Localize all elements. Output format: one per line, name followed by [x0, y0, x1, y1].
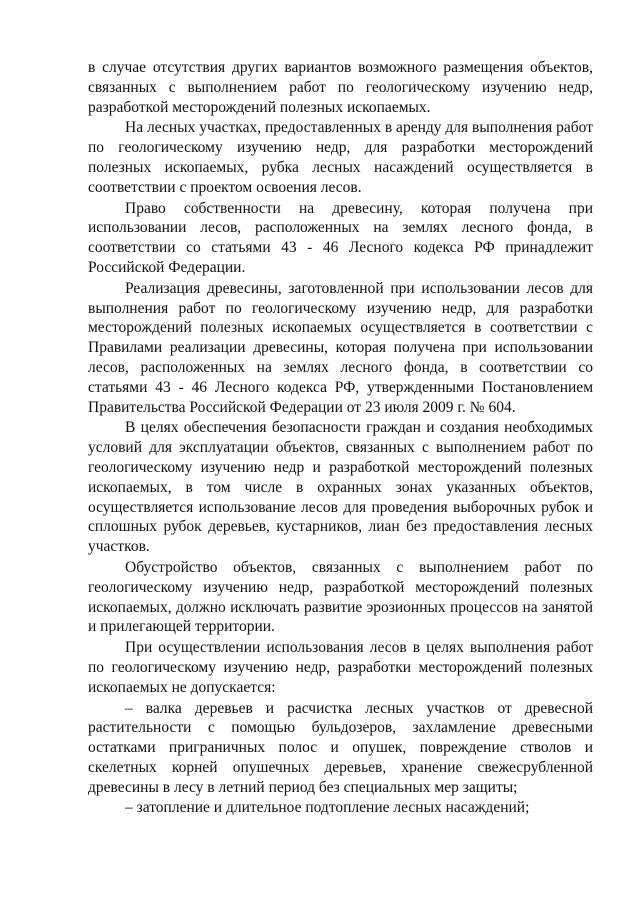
document-page	[88, 58, 593, 818]
paragraph-continuation: в случае отсутствия других вариантов возможного размещения объектов, связанных с выполнением работ по геологическому изучению недр, разработкой месторождений полезных ископаемых.	[88, 59, 593, 116]
paragraph-timber-ownership: Право собственности на древесину, которая получена при использовании лесов, расположенных на землях лесного фонда, в соответствии со статьями 43 - 46 Лесного кодекса РФ принадлежит Российской Федерации.	[88, 199, 593, 276]
list-item-felling-clearing: – валка деревьев и расчистка лесных участков от древесной растительности с помощью бульдозеров, захламление древесными остатками приграничных полос и опушек, повреждение стволов и скелетных корней опушечных деревьев, хранение свежесрубленной древесины в лесу в летний период без специальных мер защиты;	[88, 699, 593, 796]
paragraph-prohibitions-intro: При осуществлении использования лесов в целях выполнения работ по геологическому изучению недр, разработки месторождений полезных ископаемых не допускается:	[88, 639, 593, 696]
paragraph-erosion: Обустройство объектов, связанных с выполнением работ по геологическому изучению недр, разработкой месторождений полезных ископаемых, должно исключать развитие эрозионных процессов на занятой и прилегающей территории.	[88, 558, 593, 636]
paragraph-safety-felling: В целях обеспечения безопасности граждан и создания необходимых условий для эксплуатации объектов, связанных с выполнением работ по геологическому изучению недр и разработкой месторождений полезных ископаемых, в том числе в охранных зонах указанных объектов, осуществляется использование лесов для проведения выборочных рубок и сплошных рубок деревьев, кустарников, лиан без предоставления лесных участков.	[88, 419, 593, 556]
list-item-flooding: – затопление и длительное подтопление лесных насаждений;	[125, 799, 530, 817]
paragraph-timber-sale: Реализация древесины, заготовленной при использовании лесов для выполнения работ по геологическому изучению недр, для разработки месторождений полезных ископаемых осуществляется в соответствии с Правилами реализации древесины, которая получена при использовании лесов, расположенных на землях лесного фонда, в соответствии со статьями 43 - 46 Лесного кодекса РФ, утвержденными Постановлением Правительства Российской Федерации от 23 июля 2009 г. № 604.	[88, 279, 593, 416]
paragraph-lease-felling: На лесных участках, предоставленных в аренду для выполнения работ по геологическому изучению недр, для разработки месторождений полезных ископаемых, рубка лесных насаждений осуществляется в соответствии с проектом освоения лесов.	[88, 119, 593, 196]
